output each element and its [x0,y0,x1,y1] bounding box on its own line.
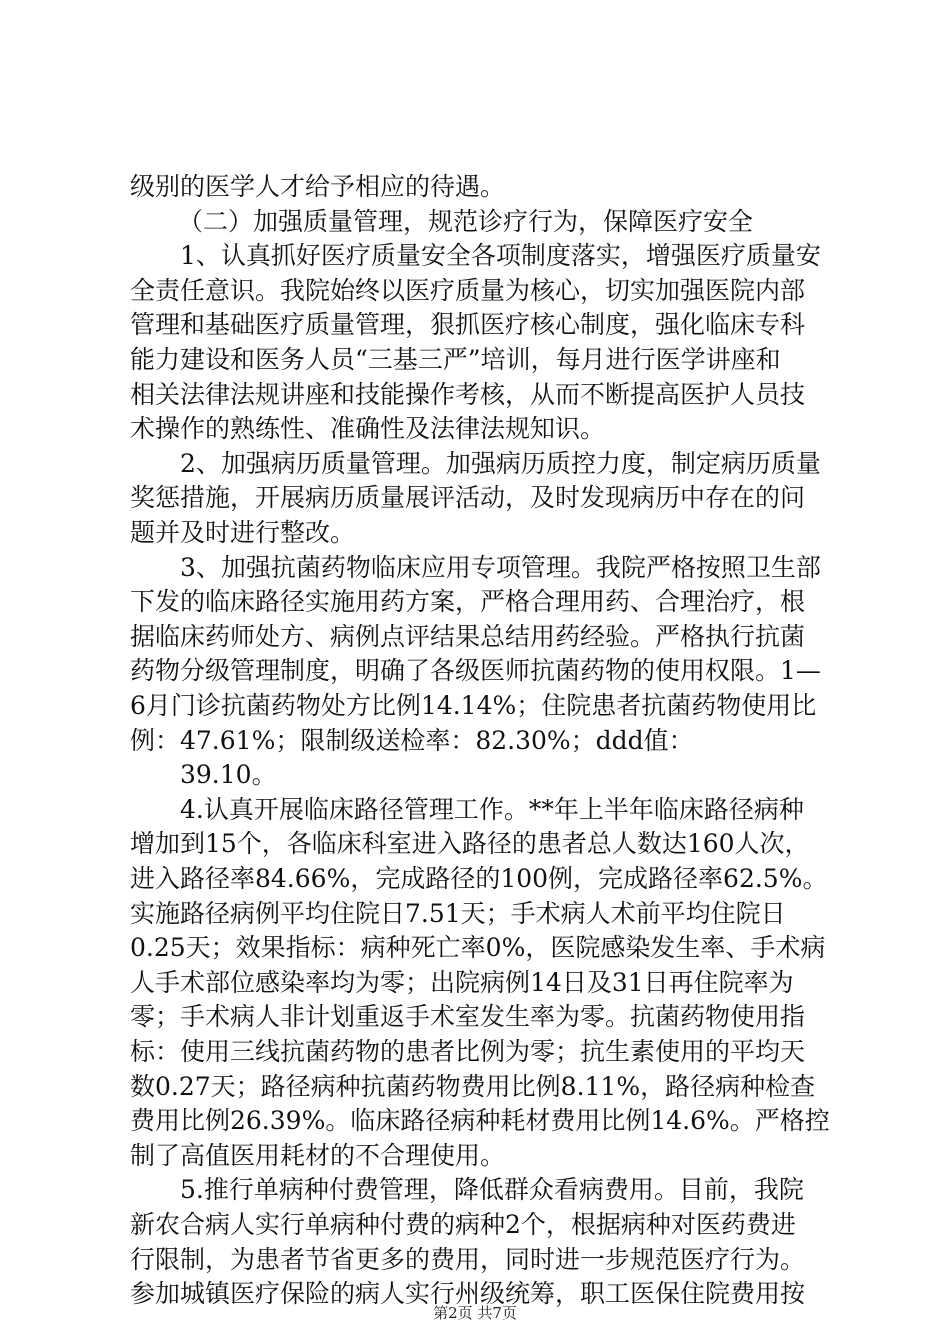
text-line-12: 3、加强抗菌药物临床应用专项管理。我院严格按照卫生部 [180,553,821,582]
text-line-22: 实施路径病例平均住院日7.51天；手术病人术前平均住院日 [130,899,786,928]
text-line-1: 级别的医学人才给予相应的待遇。 [130,172,506,201]
text-line-28: 费用比例26.39%。临床路径病种耗材费用比例14.6%。严格控 [130,1106,830,1135]
text-line-5: 管理和基础医疗质量管理，狠抓医疗核心制度，强化临床专科 [130,310,806,339]
text-line-15: 药物分级管理制度，明确了各级医师抗菌药物的使用权限。1— [130,656,821,685]
text-line-30: 5.推行单病种付费管理，降低群众看病费用。目前，我院 [180,1175,804,1204]
page-footer: 第2页 共7页 [433,1304,517,1322]
text-line-31: 新农合病人实行单病种付费的病种2个，根据病种对医药费进 [130,1210,796,1239]
text-line-7: 相关法律法规讲座和技能操作考核，从而不断提高医护人员技 [130,380,806,409]
text-line-26: 标：使用三线抗菌药物的患者比例为零；抗生素使用的平均天 [130,1037,806,1066]
text-line-9: 2、加强病历质量管理。加强病历质控力度，制定病历质量 [180,449,821,478]
text-line-33: 参加城镇医疗保险的病人实行州级统筹，职工医保住院费用按 [130,1279,806,1308]
section-heading: （二）加强质量管理，规范诊疗行为，保障医疗安全 [178,207,754,236]
text-line-3: 1、认真抓好医疗质量安全各项制度落实，增强医疗质量安 [180,241,821,270]
text-line-21: 进入路径率84.66%，完成路径的100例，完成路径率62.5%。 [130,864,828,893]
text-line-25: 零；手术病人非计划重返手术室发生率为零。抗菌药物使用指 [130,1002,806,1031]
text-line-10: 奖惩措施，开展病历质量展评活动，及时发现病历中存在的问 [130,483,806,512]
text-line-4: 全责任意识。我院始终以医疗质量为核心，切实加强医院内部 [130,276,806,305]
text-line-20: 增加到15个，各临床科室进入路径的患者总人数达160人次， [130,829,810,858]
text-line-11: 题并及时进行整改。 [130,518,356,547]
text-line-6: 能力建设和医务人员“三基三严”培训，每月进行医学讲座和 [130,345,781,374]
text-line-18: 39.10。 [180,760,277,789]
text-line-27: 数0.27天；路径病种抗菌药物费用比例8.11%，路径病种检查 [130,1072,816,1101]
text-line-29: 制了高值医用耗材的不合理使用。 [130,1141,506,1170]
text-line-23: 0.25天；效果指标：病种死亡率0%，医院感染发生率、手术病 [130,933,826,962]
text-line-17: 例：47.61%；限制级送检率：82.30%；ddd值： [130,726,694,755]
text-line-19: 4.认真开展临床路径管理工作。**年上半年临床路径病种 [180,795,804,824]
text-line-32: 行限制，为患者节省更多的费用，同时进一步规范医疗行为。 [130,1245,806,1274]
text-line-14: 据临床药师处方、病例点评结果总结用药经验。严格执行抗菌 [130,622,806,651]
text-line-8: 术操作的熟练性、准确性及法律法规知识。 [130,414,606,443]
text-line-16: 6月门诊抗菌药物处方比例14.14%；住院患者抗菌药物使用比 [130,691,817,720]
text-line-13: 下发的临床路径实施用药方案，严格合理用药、合理治疗，根 [130,587,806,616]
text-line-24: 人手术部位感染率均为零；出院病例14日及31日再住院率为 [130,968,794,997]
